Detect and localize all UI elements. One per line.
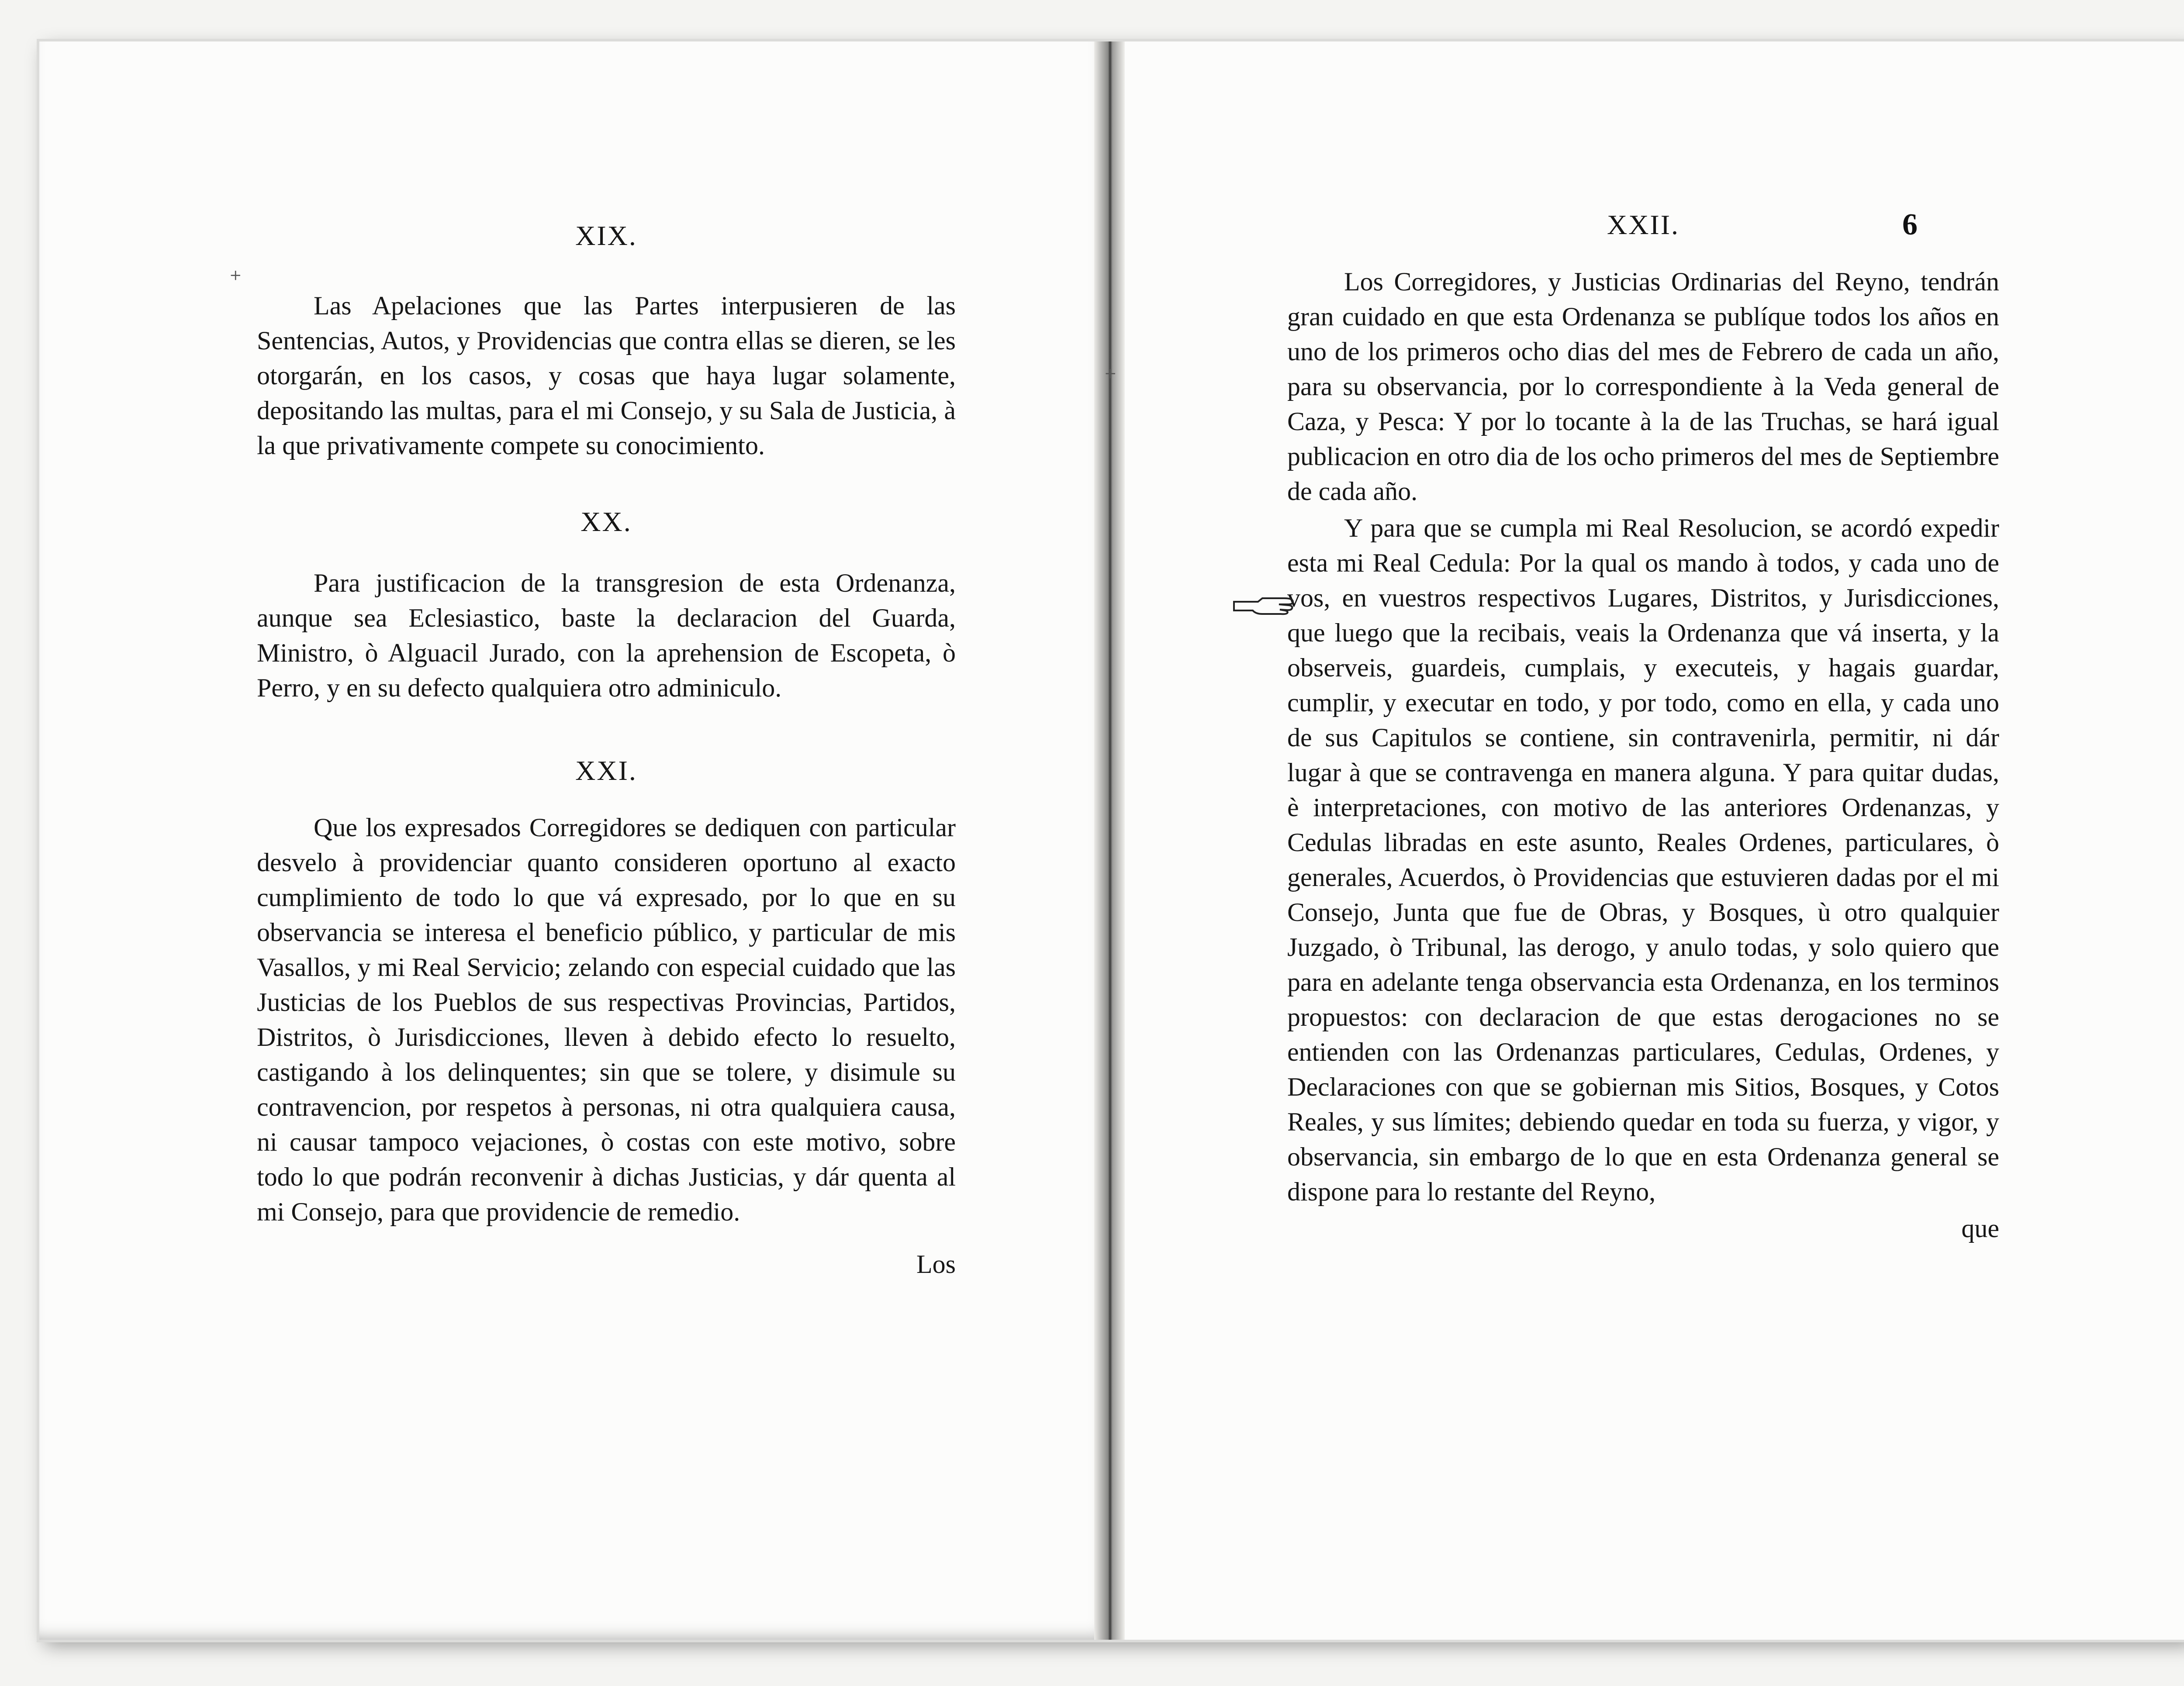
- right-page-text: [1287, 207, 1999, 1246]
- section-heading-xxii: XXII.: [1607, 209, 1680, 240]
- margin-mark-left: +: [229, 266, 242, 284]
- page-number: 6: [1902, 208, 1918, 241]
- right-page: [1125, 41, 2184, 1640]
- catchword-right: que: [1961, 1214, 1999, 1243]
- manicule-icon: [1232, 594, 1297, 616]
- margin-mark-center: +: [1104, 365, 1117, 382]
- paragraph-xxii: Los Corregidores, y Justicias Ordinarias del Reyno, tendrán gran cuidado en que esta Ordenanza se publíque todos los años en uno de los primeros ocho dias del mes de Febrero de cada un año, para su observancia, por lo correspondiente à la Veda general de Caza, y Pesca: Y por lo tocante à la de las Truchas, se hará igual publicacion en otro dia de los ocho primeros del mes de Septiembre de cada año.: [1287, 267, 1999, 506]
- paragraph-xxi: Que los expresados Corregidores se dediquen con particular desvelo à providenciar quanto consideren oportuno al exacto cumplimiento de todo lo que vá expresado, por lo que en su observancia se interesa el beneficio público, y particular de mis Vasallos, y mi Real Servicio; zelando con especial cuidado que las Justicias de los Pueblos de sus respectivas Provincias, Partidos, Distritos, ò Jurisdicciones, lleven à debido efecto lo resuelto, castigando à los delinquentes; sin que se tolere, y disimule su contravencion, por respetos à personas, ni otra qualquiera causa, ni causar tampoco vejaciones, ò costas con este motivo, sobre todo lo que podrán reconvenir à dichas Justicias, y dár quenta al mi Consejo, para que providencie de remedio.: [257, 813, 956, 1226]
- section-heading-xxi: XXI.: [575, 755, 637, 786]
- paragraph-xix: Las Apelaciones que las Partes interpusieren de las Sentencias, Autos, y Providencias que contra ellas se dieren, se les otorgarán, en los casos, y cosas que haya lugar solamente, depositando las multas, para el mi Consejo, y su Sala de Justicia, à la que privativamente compete su conocimiento.: [257, 291, 956, 460]
- catchword-left: Los: [916, 1250, 956, 1279]
- left-page: [39, 41, 1094, 1640]
- book-gutter: [1094, 41, 1125, 1640]
- paragraph-resolucion: Y para que se cumpla mi Real Resolucion, se acordó expedir esta mi Real Cedula: Por la qual os mando à todos, y cada uno de vos, en vuestros respectivos Lugares, Distritos, y Jurisdicciones, que luego que la recibais, veais la Ordenanza que vá inserta, y la observeis, guardeis, cumplais, y executeis, y hagais guardar, cumplir, y executar en todo, y por todo, como en ella, y cada uno de sus Capitulos se contiene, sin contravenirla, permitir, ni dár lugar à que se contravenga en manera alguna. Y para quitar dudas, è interpretaciones, con motivo de las anteriores Ordenanzas, y Cedulas libradas en este asunto, Reales Ordenes, particulares, ò generales, Acuerdos, ò Providencias que estuvieren dadas por el mi Consejo, Junta que fue de Obras, y Bosques, ù otro qualquier Juzgado, ò Tribunal, las derogo, y anulo todas, y solo quiero que para en adelante tenga observancia esta Ordenanza, en los terminos propuestos: con declaracion de que estas derogaciones no se entienden con las Ordenanzas particulares, Cedulas, Ordenes, y Declaraciones con que se gobiernan mis Sitios, Bosques, y Cotos Reales, y sus límites; debiendo quedar en toda su fuerza, y vigor, y observancia, sin embargo de lo que en esta Ordenanza general se dispone para lo restante del Reyno,: [1287, 514, 1999, 1206]
- section-heading-xx: XX.: [581, 506, 632, 537]
- section-heading-xix: XIX.: [575, 220, 637, 251]
- left-page-text: [257, 218, 956, 1282]
- paragraph-xx: Para justificacion de la transgresion de esta Ordenanza, aunque sea Eclesiastico, baste la declaracion del Guarda, Ministro, ò Alguacil Jurado, con la aprehension de Escopeta, ò Perro, y en su defecto qualquiera otro adminiculo.: [257, 569, 956, 702]
